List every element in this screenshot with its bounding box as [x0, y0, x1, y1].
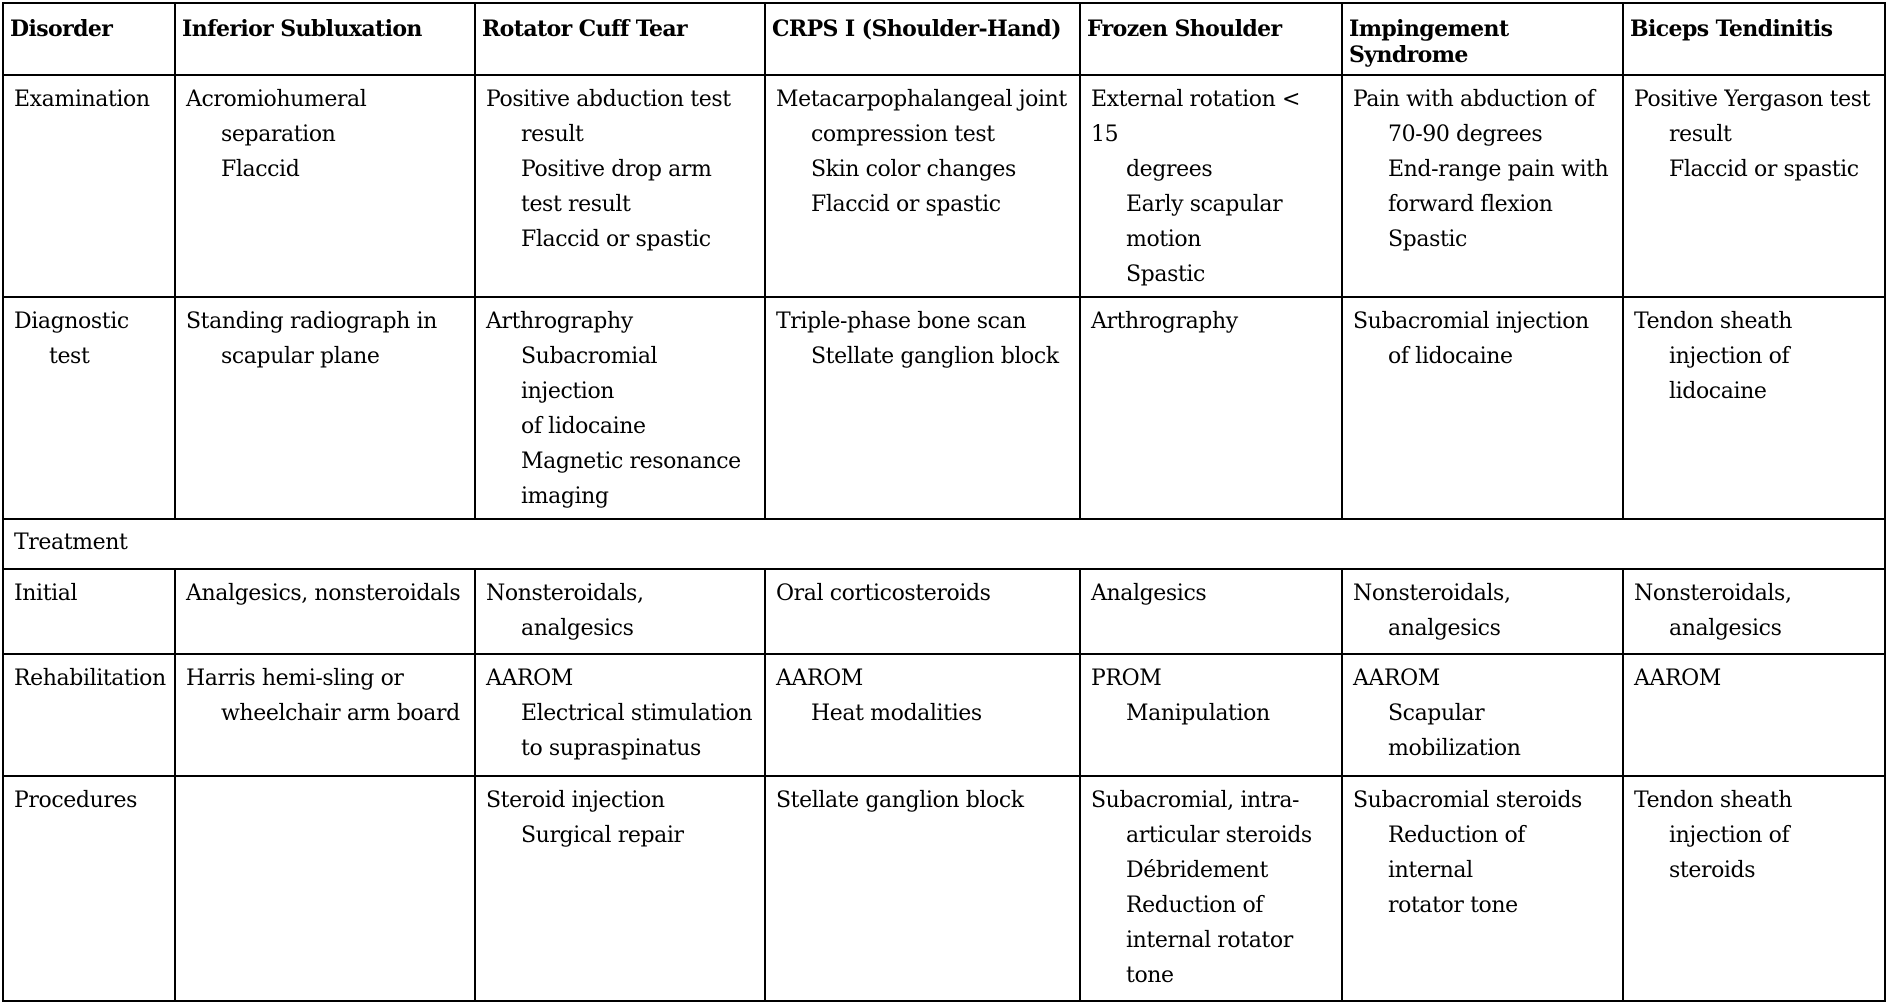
cell-line: scapular plane	[221, 344, 380, 369]
cell-line: Manipulation	[1126, 701, 1270, 726]
cell-line: Nonsteroidals,	[486, 581, 644, 606]
column-header: Inferior Subluxation	[175, 3, 475, 75]
cell-line: Flaccid	[221, 157, 300, 182]
table-cell	[475, 569, 765, 654]
row-label	[3, 297, 175, 519]
table-cell	[1080, 75, 1342, 297]
column-header: Rotator Cuff Tear	[475, 3, 765, 75]
column-header: CRPS I (Shoulder-Hand)	[765, 3, 1080, 75]
row-label	[3, 654, 175, 776]
cell-line: compression test	[811, 122, 995, 147]
row-label-line: test	[49, 344, 90, 369]
cell-line: wheelchair arm board	[221, 701, 460, 726]
table-row	[3, 776, 1885, 1001]
cell-line: analgesics	[1669, 616, 1782, 641]
cell-line: analgesics	[521, 616, 634, 641]
table-cell	[175, 75, 475, 297]
table-body	[3, 75, 1885, 1001]
cell-line: Acromiohumeral	[186, 87, 367, 112]
table-cell	[765, 776, 1080, 1001]
cell-line: Heat modalities	[811, 701, 982, 726]
row-label-line: Rehabilitation	[14, 666, 166, 691]
cell-line: Stellate ganglion block	[776, 788, 1024, 813]
cell-line: Spastic	[1388, 227, 1467, 252]
cell-line: degrees	[1126, 157, 1213, 182]
row-label	[3, 75, 175, 297]
table-cell	[175, 776, 475, 1001]
cell-line: Standing radiograph in	[186, 309, 437, 334]
cell-line: Analgesics	[1091, 581, 1207, 606]
column-header: Frozen Shoulder	[1080, 3, 1342, 75]
table-cell	[765, 569, 1080, 654]
table-cell	[1080, 776, 1342, 1001]
cell-line: End-range pain with	[1388, 157, 1609, 182]
cell-line: Nonsteroidals,	[1353, 581, 1511, 606]
cell-line: Stellate ganglion block	[811, 344, 1059, 369]
cell-line: Tendon sheath	[1634, 309, 1793, 334]
cell-line: lidocaine	[1669, 379, 1767, 404]
table-row	[3, 75, 1885, 297]
row-label-line: Initial	[14, 581, 78, 606]
cell-line: Harris hemi-sling or	[186, 666, 404, 691]
cell-line: analgesics	[1388, 616, 1501, 641]
cell-line: of lidocaine	[1388, 344, 1513, 369]
section-row	[3, 519, 1885, 569]
cell-line: Magnetic resonance	[521, 449, 741, 474]
table-cell	[175, 569, 475, 654]
cell-line: Spastic	[1126, 262, 1205, 287]
cell-line: Surgical repair	[521, 823, 684, 848]
cell-line: Pain with abduction of	[1353, 87, 1595, 112]
table-cell	[1623, 776, 1885, 1001]
row-label-line: Examination	[14, 87, 150, 112]
cell-line: PROM	[1091, 666, 1162, 691]
row-label	[3, 776, 175, 1001]
cell-line: to supraspinatus	[521, 736, 701, 761]
cell-line: test result	[521, 192, 631, 217]
table-cell	[1342, 297, 1623, 519]
cell-line: Early scapular	[1126, 192, 1283, 217]
row-label	[3, 569, 175, 654]
cell-line: Flaccid or spastic	[1669, 157, 1859, 182]
cell-line: Arthrography	[486, 309, 633, 334]
table-cell	[765, 654, 1080, 776]
cell-line: steroids	[1669, 858, 1756, 883]
cell-line: Positive drop arm	[521, 157, 712, 182]
cell-line: injection of	[1669, 344, 1790, 369]
cell-line: Steroid injection	[486, 788, 665, 813]
cell-line: imaging	[521, 484, 609, 509]
table-row	[3, 569, 1885, 654]
table-cell	[475, 297, 765, 519]
cell-line: result	[521, 122, 584, 147]
table-row	[3, 297, 1885, 519]
cell-line: Nonsteroidals,	[1634, 581, 1792, 606]
table-cell	[1342, 654, 1623, 776]
cell-line: 70-90 degrees	[1388, 122, 1543, 147]
cell-line: rotator tone	[1388, 893, 1518, 918]
cell-line: Metacarpophalangeal joint	[776, 87, 1067, 112]
cell-line: mobilization	[1388, 736, 1521, 761]
table-cell	[175, 654, 475, 776]
table-cell	[1623, 654, 1885, 776]
table-row	[3, 654, 1885, 776]
table-cell	[1080, 297, 1342, 519]
cell-line: injection of	[1669, 823, 1790, 848]
table-cell	[765, 75, 1080, 297]
cell-line: Oral corticosteroids	[776, 581, 991, 606]
table-cell	[1623, 569, 1885, 654]
table-cell	[1080, 569, 1342, 654]
table-cell	[1623, 297, 1885, 519]
cell-line: Skin color changes	[811, 157, 1016, 182]
cell-line: Analgesics, nonsteroidals	[186, 581, 461, 606]
cell-line: result	[1669, 122, 1732, 147]
table-cell	[1080, 654, 1342, 776]
cell-line: of lidocaine	[521, 414, 646, 439]
cell-line: Flaccid or spastic	[811, 192, 1001, 217]
cell-line: Positive abduction test	[486, 87, 731, 112]
row-label-line: Procedures	[14, 788, 137, 813]
cell-line: Reduction of	[1126, 893, 1264, 918]
column-header: Biceps Tendinitis	[1623, 3, 1885, 75]
cell-line: Subacromial, intra-	[1091, 788, 1300, 813]
cell-line: Subacromial steroids	[1353, 788, 1582, 813]
section-label: Treatment	[3, 519, 1885, 569]
table-cell	[1342, 569, 1623, 654]
table-cell	[1342, 75, 1623, 297]
cell-line: Electrical stimulation	[521, 701, 753, 726]
cell-line: Tendon sheath	[1634, 788, 1793, 813]
table-cell	[475, 654, 765, 776]
cell-line: Subacromial injection	[1353, 309, 1589, 334]
cell-line: Débridement	[1126, 858, 1268, 883]
table-cell	[1342, 776, 1623, 1001]
table-cell	[475, 776, 765, 1001]
cell-line: motion	[1126, 227, 1201, 252]
cell-line: AAROM	[486, 666, 573, 691]
cell-line: AAROM	[1634, 666, 1721, 691]
cell-line: separation	[221, 122, 336, 147]
cell-line: Reduction of internal	[1388, 823, 1526, 883]
table-cell	[475, 75, 765, 297]
cell-line: Positive Yergason test	[1634, 87, 1871, 112]
shoulder-disorders-table	[2, 2, 1886, 1002]
table-cell	[175, 297, 475, 519]
cell-line: AAROM	[1353, 666, 1440, 691]
cell-line: articular steroids	[1126, 823, 1312, 848]
cell-line: Subacromial injection	[521, 344, 658, 404]
cell-line: forward flexion	[1388, 192, 1553, 217]
cell-line: Triple-phase bone scan	[776, 309, 1027, 334]
table-header-row	[3, 3, 1885, 75]
cell-line: tone	[1126, 963, 1174, 988]
cell-line: Arthrography	[1091, 309, 1238, 334]
table-cell	[1623, 75, 1885, 297]
column-header: Disorder	[3, 3, 175, 75]
cell-line: External rotation < 15	[1091, 87, 1300, 147]
row-label-line: Diagnostic	[14, 309, 129, 334]
cell-line: AAROM	[776, 666, 863, 691]
table-cell	[765, 297, 1080, 519]
column-header: Impingement Syndrome	[1342, 3, 1623, 75]
cell-line: Scapular	[1388, 701, 1485, 726]
cell-line: Flaccid or spastic	[521, 227, 711, 252]
cell-line: internal rotator	[1126, 928, 1293, 953]
